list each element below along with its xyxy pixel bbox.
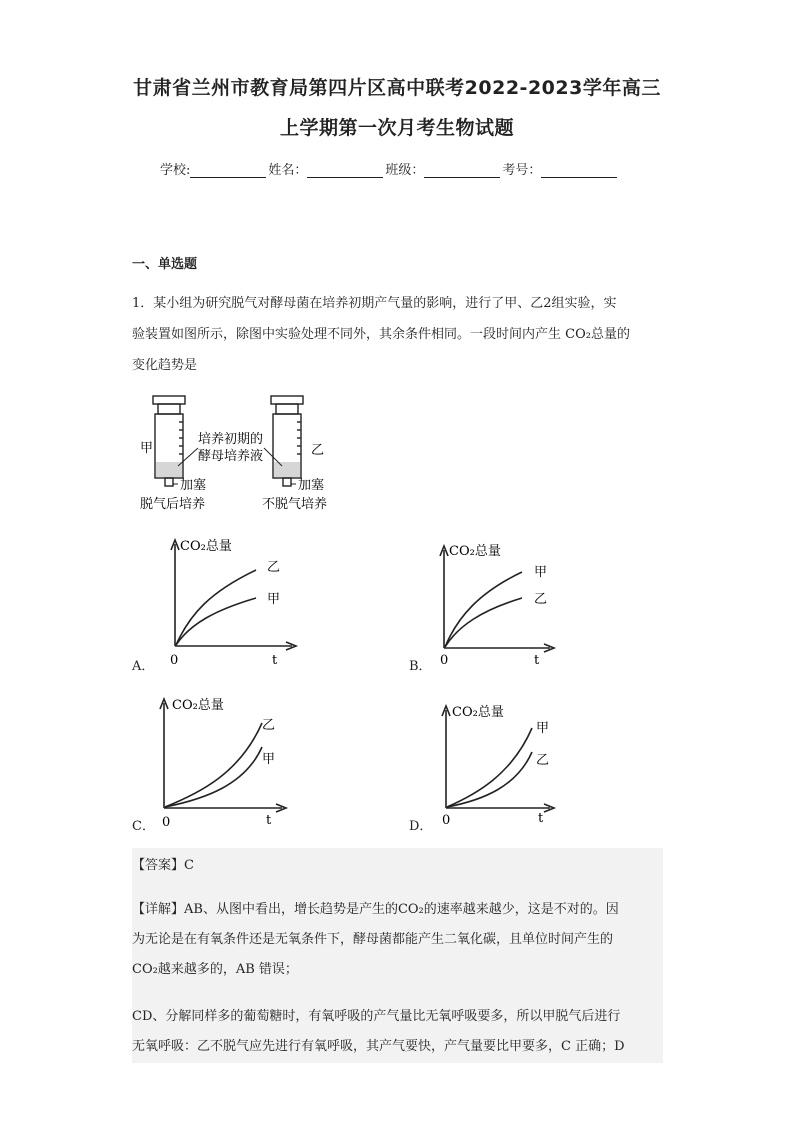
- question-line: 验装置如图所示，除图中实验处理不同外，其余条件相同。一段时间内产生 CO₂总量的: [132, 327, 630, 342]
- graph-b-origin: 0: [440, 653, 449, 666]
- graph-c-xlabel: t: [266, 813, 272, 828]
- number-blank[interactable]: [541, 163, 617, 178]
- school-label: 学校:: [160, 163, 191, 178]
- graph-c-origin: 0: [162, 815, 171, 829]
- caption-right: 不脱气培养: [262, 497, 328, 512]
- graph-b-ylabel: CO₂总量: [449, 544, 501, 559]
- caption-left: 脱气后培养: [140, 497, 206, 512]
- apparatus-label-yi: 乙: [311, 443, 325, 458]
- option-a-letter[interactable]: A．: [132, 659, 155, 674]
- detail-line: CD、分解同样多的葡萄糖时，有氧呼吸的产气量比无氧呼吸要多，所以甲脱气后进行: [132, 1009, 621, 1024]
- graph-b-lower-label: 乙: [534, 592, 548, 607]
- option-b-letter[interactable]: B．: [409, 659, 432, 674]
- plug-label-left: 加塞: [180, 478, 207, 493]
- graph-b: [430, 540, 560, 666]
- graph-d-ylabel: CO₂总量: [452, 705, 504, 720]
- graph-d-upper-label: 甲: [536, 721, 550, 736]
- detail-line: 无氧呼吸：乙不脱气应先进行有氧呼吸，其产气要快，产气量要比甲要多，C 正确；D: [132, 1039, 625, 1054]
- graph-c-ylabel: CO₂总量: [172, 698, 224, 713]
- question-1: [132, 288, 662, 381]
- curve-d-jia: [447, 728, 532, 807]
- question-line: 1．某小组为研究脱气对酵母菌在培养初期产气量的影响，进行了甲、乙2组实验，实: [132, 296, 617, 311]
- curve-b-jia: [445, 572, 522, 647]
- graph-a-xlabel: t: [272, 653, 278, 666]
- curve-a-yi: [176, 570, 256, 645]
- graph-a-upper-label: 乙: [267, 560, 281, 575]
- doc-title-line2: 上学期第一次月考生物试题: [279, 117, 514, 139]
- plug-label-right: 加塞: [298, 478, 325, 493]
- graph-b-upper-label: 甲: [534, 565, 548, 580]
- answer-label: [132, 851, 660, 881]
- graph-c: [150, 693, 295, 829]
- apparatus-label-jia: 甲: [140, 441, 154, 456]
- question-line: 变化趋势是: [132, 358, 198, 373]
- graph-a-ylabel: CO₂总量: [180, 539, 232, 554]
- medium-label-2: 酵母培养液: [198, 449, 264, 464]
- graph-a-lower-label: 甲: [267, 592, 281, 607]
- detail-line: 为无论是在有氧条件还是无氧条件下，酵母菌都能产生二氧化碳，且单位时间产生的: [132, 932, 614, 947]
- medium-label-1: 培养初期的: [198, 432, 264, 447]
- graph-d-lower-label: 乙: [536, 753, 550, 768]
- option-d-letter[interactable]: D．: [409, 819, 433, 834]
- curve-a-jia: [176, 598, 256, 645]
- doc-title-line1: 甘肃省兰州市教育局第四片区高中联考2022-2023学年高三: [133, 77, 661, 99]
- curve-b-yi: [445, 598, 522, 647]
- option-c-letter[interactable]: C．: [132, 819, 155, 834]
- curve-d-yi: [447, 752, 532, 807]
- detail-line: 【详解】AB、从图中看出，增长趋势是产生的CO₂的速率越来越少，这是不对的。因: [132, 902, 619, 917]
- name-label: 姓名：: [268, 163, 308, 178]
- class-label: 班级：: [385, 163, 425, 178]
- school-blank[interactable]: [190, 163, 266, 178]
- graph-a: [160, 534, 300, 666]
- student-info-row: [160, 159, 619, 178]
- graph-b-xlabel: t: [534, 653, 540, 666]
- class-blank[interactable]: [424, 163, 500, 178]
- graph-c-lower-label: 甲: [262, 752, 276, 767]
- detail-line: CO₂越来越多的，AB 错误；: [132, 962, 298, 977]
- answer-detail-ab: [132, 895, 660, 985]
- answer-detail-cd: [132, 1002, 660, 1062]
- graph-c-upper-label: 乙: [262, 718, 276, 733]
- curve-c-yi: [165, 723, 262, 807]
- curve-c-jia: [165, 747, 262, 807]
- section-title: 一、单选题: [132, 257, 198, 272]
- graph-a-origin: 0: [170, 653, 179, 666]
- number-label: 考号：: [502, 163, 542, 178]
- apparatus-figure: [136, 392, 351, 514]
- graph-d-origin: 0: [442, 813, 451, 828]
- name-blank[interactable]: [307, 163, 383, 178]
- graph-d: [432, 700, 562, 828]
- graph-d-xlabel: t: [538, 811, 544, 826]
- answer-text: 【答案】C: [132, 858, 194, 873]
